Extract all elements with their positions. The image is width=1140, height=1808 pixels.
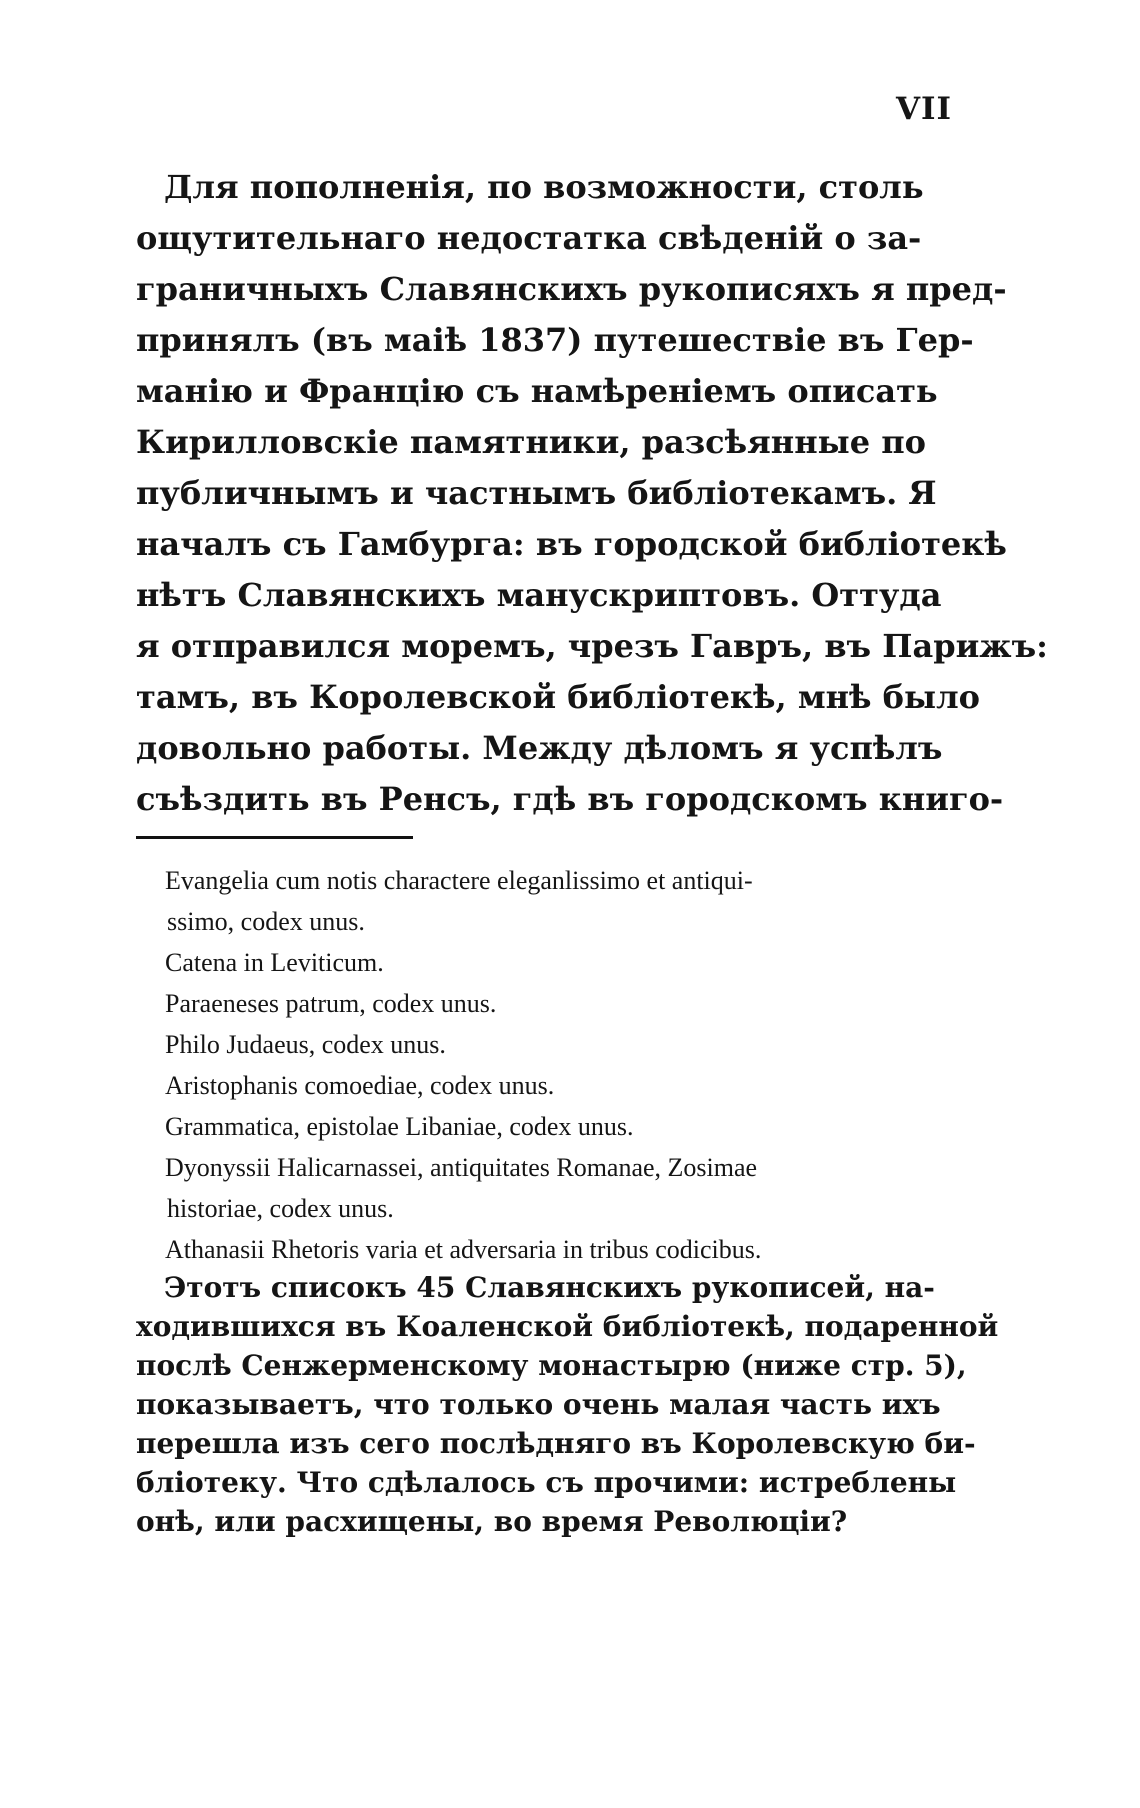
- main-line: публичнымъ и частнымъ библіотекамъ. Я: [136, 474, 937, 512]
- closing-line: Этотъ списокъ 45 Славянскихъ рукописей, на-: [164, 1271, 935, 1304]
- main-line: нѣтъ Славянскихъ манускриптовъ. Оттуда: [136, 576, 942, 614]
- main-line: съѣздить въ Ренсъ, гдѣ въ городскомъ книго-: [136, 780, 1004, 818]
- main-line: Для пополненія, по возможности, столь: [164, 168, 924, 206]
- main-line: граничныхъ Славянскихъ рукописяхъ я пред-: [136, 270, 1007, 308]
- closing-paragraph: [136, 1268, 999, 1541]
- main-line: началъ съ Гамбурга: въ городской библіотекѣ: [136, 525, 1007, 563]
- footnote-line: historiae, codex unus.: [167, 1194, 394, 1223]
- footnote-line: Athanasii Rhetoris varia et adversaria in tribus codicibus.: [165, 1235, 762, 1264]
- closing-line: перешла изъ сего послѣдняго въ Королевскую би-: [136, 1427, 976, 1460]
- footnote-line: Paraeneses patrum, codex unus.: [165, 989, 497, 1018]
- main-line: принялъ (въ маіѣ 1837) путешествіе въ Гер-: [136, 321, 974, 359]
- main-line: тамъ, въ Королевской библіотекѣ, мнѣ было: [136, 678, 980, 716]
- footnote-line: Catena in Leviticum.: [165, 948, 384, 977]
- closing-line: показываетъ, что только очень малая часть ихъ: [136, 1388, 941, 1421]
- main-line: Кирилловскіе памятники, разсѣянные по: [136, 423, 926, 461]
- closing-line: бліотеку. Что сдѣлалось съ прочими: истреблены: [136, 1466, 957, 1499]
- main-paragraph: [136, 162, 1048, 825]
- footnote-line: Grammatica, epistolae Libaniae, codex unus.: [165, 1112, 634, 1141]
- footnote-line: Philo Judaeus, codex unus.: [165, 1030, 446, 1059]
- closing-line: послѣ Сенжерменскому монастырю (ниже стр. 5),: [136, 1349, 967, 1382]
- main-line: я отправился моремъ, чрезъ Гавръ, въ Парижъ:: [136, 627, 1048, 665]
- footnote-divider: [136, 836, 413, 839]
- closing-line: онѣ, или расхищены, во время Революціи?: [136, 1505, 848, 1538]
- closing-line: ходившихся въ Коаленской библіотекѣ, подаренной: [136, 1310, 999, 1343]
- page-number: VII: [895, 91, 952, 127]
- footnote-line: Evangelia cum notis charactere eleganlissimo et antiqui-: [165, 866, 753, 895]
- main-line: манію и Францію съ намѣреніемъ описать: [136, 372, 938, 410]
- footnote-line: Dyonyssii Halicarnassei, antiquitates Romanae, Zosimae: [165, 1153, 758, 1182]
- footnote-list: [165, 860, 965, 1270]
- footnote-line: ssimo, codex unus.: [167, 907, 365, 936]
- main-line: довольно работы. Между дѣломъ я успѣлъ: [136, 729, 943, 767]
- footnote-line: Aristophanis comoediae, codex unus.: [165, 1071, 555, 1100]
- main-line: ощутительнаго недостатка свѣденій о за-: [136, 219, 922, 257]
